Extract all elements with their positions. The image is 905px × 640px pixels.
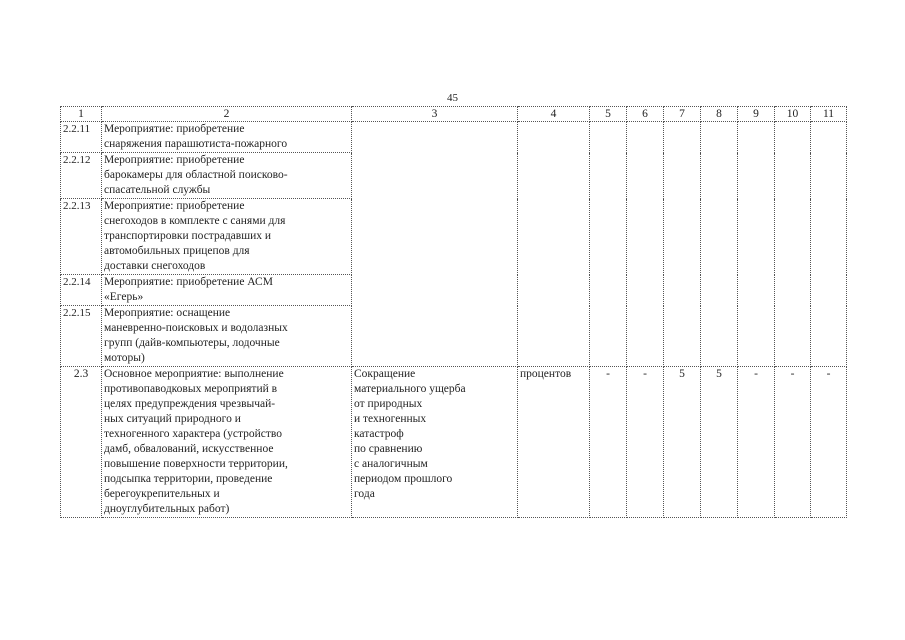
row-number: 2.2.15 [61,306,102,367]
empty-cell [590,306,627,367]
row-number: 2.2.11 [61,122,102,153]
empty-cell [738,306,775,367]
empty-cell [811,199,847,275]
column-header: 4 [518,107,590,122]
empty-cell [627,153,664,199]
program-table [60,106,847,518]
empty-cell [738,275,775,306]
empty-cell [775,306,811,367]
column-header: 7 [664,107,701,122]
table-row [61,306,847,367]
empty-cell [701,306,738,367]
value-cell: - [811,367,847,518]
empty-cell [775,153,811,199]
empty-cell [627,306,664,367]
empty-cell [518,306,590,367]
column-header: 3 [352,107,518,122]
row-description: Мероприятие: приобретение АСМ «Егерь» [102,275,352,306]
empty-cell [701,122,738,153]
empty-cell [811,275,847,306]
column-header: 10 [775,107,811,122]
empty-cell [664,199,701,275]
empty-cell [811,122,847,153]
empty-cell [775,122,811,153]
empty-cell [590,275,627,306]
empty-cell [590,153,627,199]
column-header: 9 [738,107,775,122]
page-number: 45 [447,92,458,104]
empty-cell [701,199,738,275]
empty-cell [352,153,518,199]
unit-cell: процентов [518,367,590,518]
empty-cell [518,199,590,275]
row-number: 2.3 [61,367,102,518]
empty-cell [627,199,664,275]
empty-cell [627,122,664,153]
row-number: 2.2.13 [61,199,102,275]
column-header: 1 [61,107,102,122]
value-cell: - [627,367,664,518]
empty-cell [738,122,775,153]
column-header: 5 [590,107,627,122]
indicator-cell: Сокращение материального ущерба от природных и техногенных катастроф по сравнению с аналогичным периодом прошлого года [352,367,518,518]
value-cell: - [590,367,627,518]
table-row [61,275,847,306]
value-cell: - [738,367,775,518]
empty-cell [352,122,518,153]
empty-cell [775,199,811,275]
table-row [61,122,847,153]
value-cell: 5 [701,367,738,518]
empty-cell [664,122,701,153]
value-cell: 5 [664,367,701,518]
row-number: 2.2.12 [61,153,102,199]
header-row [61,107,847,122]
row-description: Основное мероприятие: выполнение противопаводковых мероприятий в целях предупреждения чрезвычай- ных ситуаций природного и техногенного характера (устройство дамб, обвалований, искусственное повышение поверхности территории, подсыпка территории, проведение берегоукрепительных и дноуглубительных работ) [102,367,352,518]
column-header: 8 [701,107,738,122]
empty-cell [352,275,518,306]
empty-cell [738,153,775,199]
column-header: 11 [811,107,847,122]
empty-cell [590,122,627,153]
empty-cell [627,275,664,306]
empty-cell [701,153,738,199]
value-cell: - [775,367,811,518]
empty-cell [352,306,518,367]
empty-cell [701,275,738,306]
empty-cell [352,199,518,275]
empty-cell [590,199,627,275]
empty-cell [811,306,847,367]
table-row [61,367,847,518]
empty-cell [518,153,590,199]
row-description: Мероприятие: приобретение снегоходов в комплекте с санями для транспортировки пострадавших и автомобильных прицепов для доставки снегоходов [102,199,352,275]
empty-cell [518,275,590,306]
empty-cell [664,275,701,306]
empty-cell [775,275,811,306]
row-number: 2.2.14 [61,275,102,306]
empty-cell [664,306,701,367]
empty-cell [738,199,775,275]
row-description: Мероприятие: приобретение снаряжения парашютиста-пожарного [102,122,352,153]
empty-cell [664,153,701,199]
column-header: 6 [627,107,664,122]
empty-cell [518,122,590,153]
empty-cell [811,153,847,199]
table-row [61,153,847,199]
table-row [61,199,847,275]
row-description: Мероприятие: приобретение барокамеры для областной поисково- спасательной службы [102,153,352,199]
row-description: Мероприятие: оснащение маневренно-поисковых и водолазных групп (дайв-компьютеры, лодочные моторы) [102,306,352,367]
column-header: 2 [102,107,352,122]
